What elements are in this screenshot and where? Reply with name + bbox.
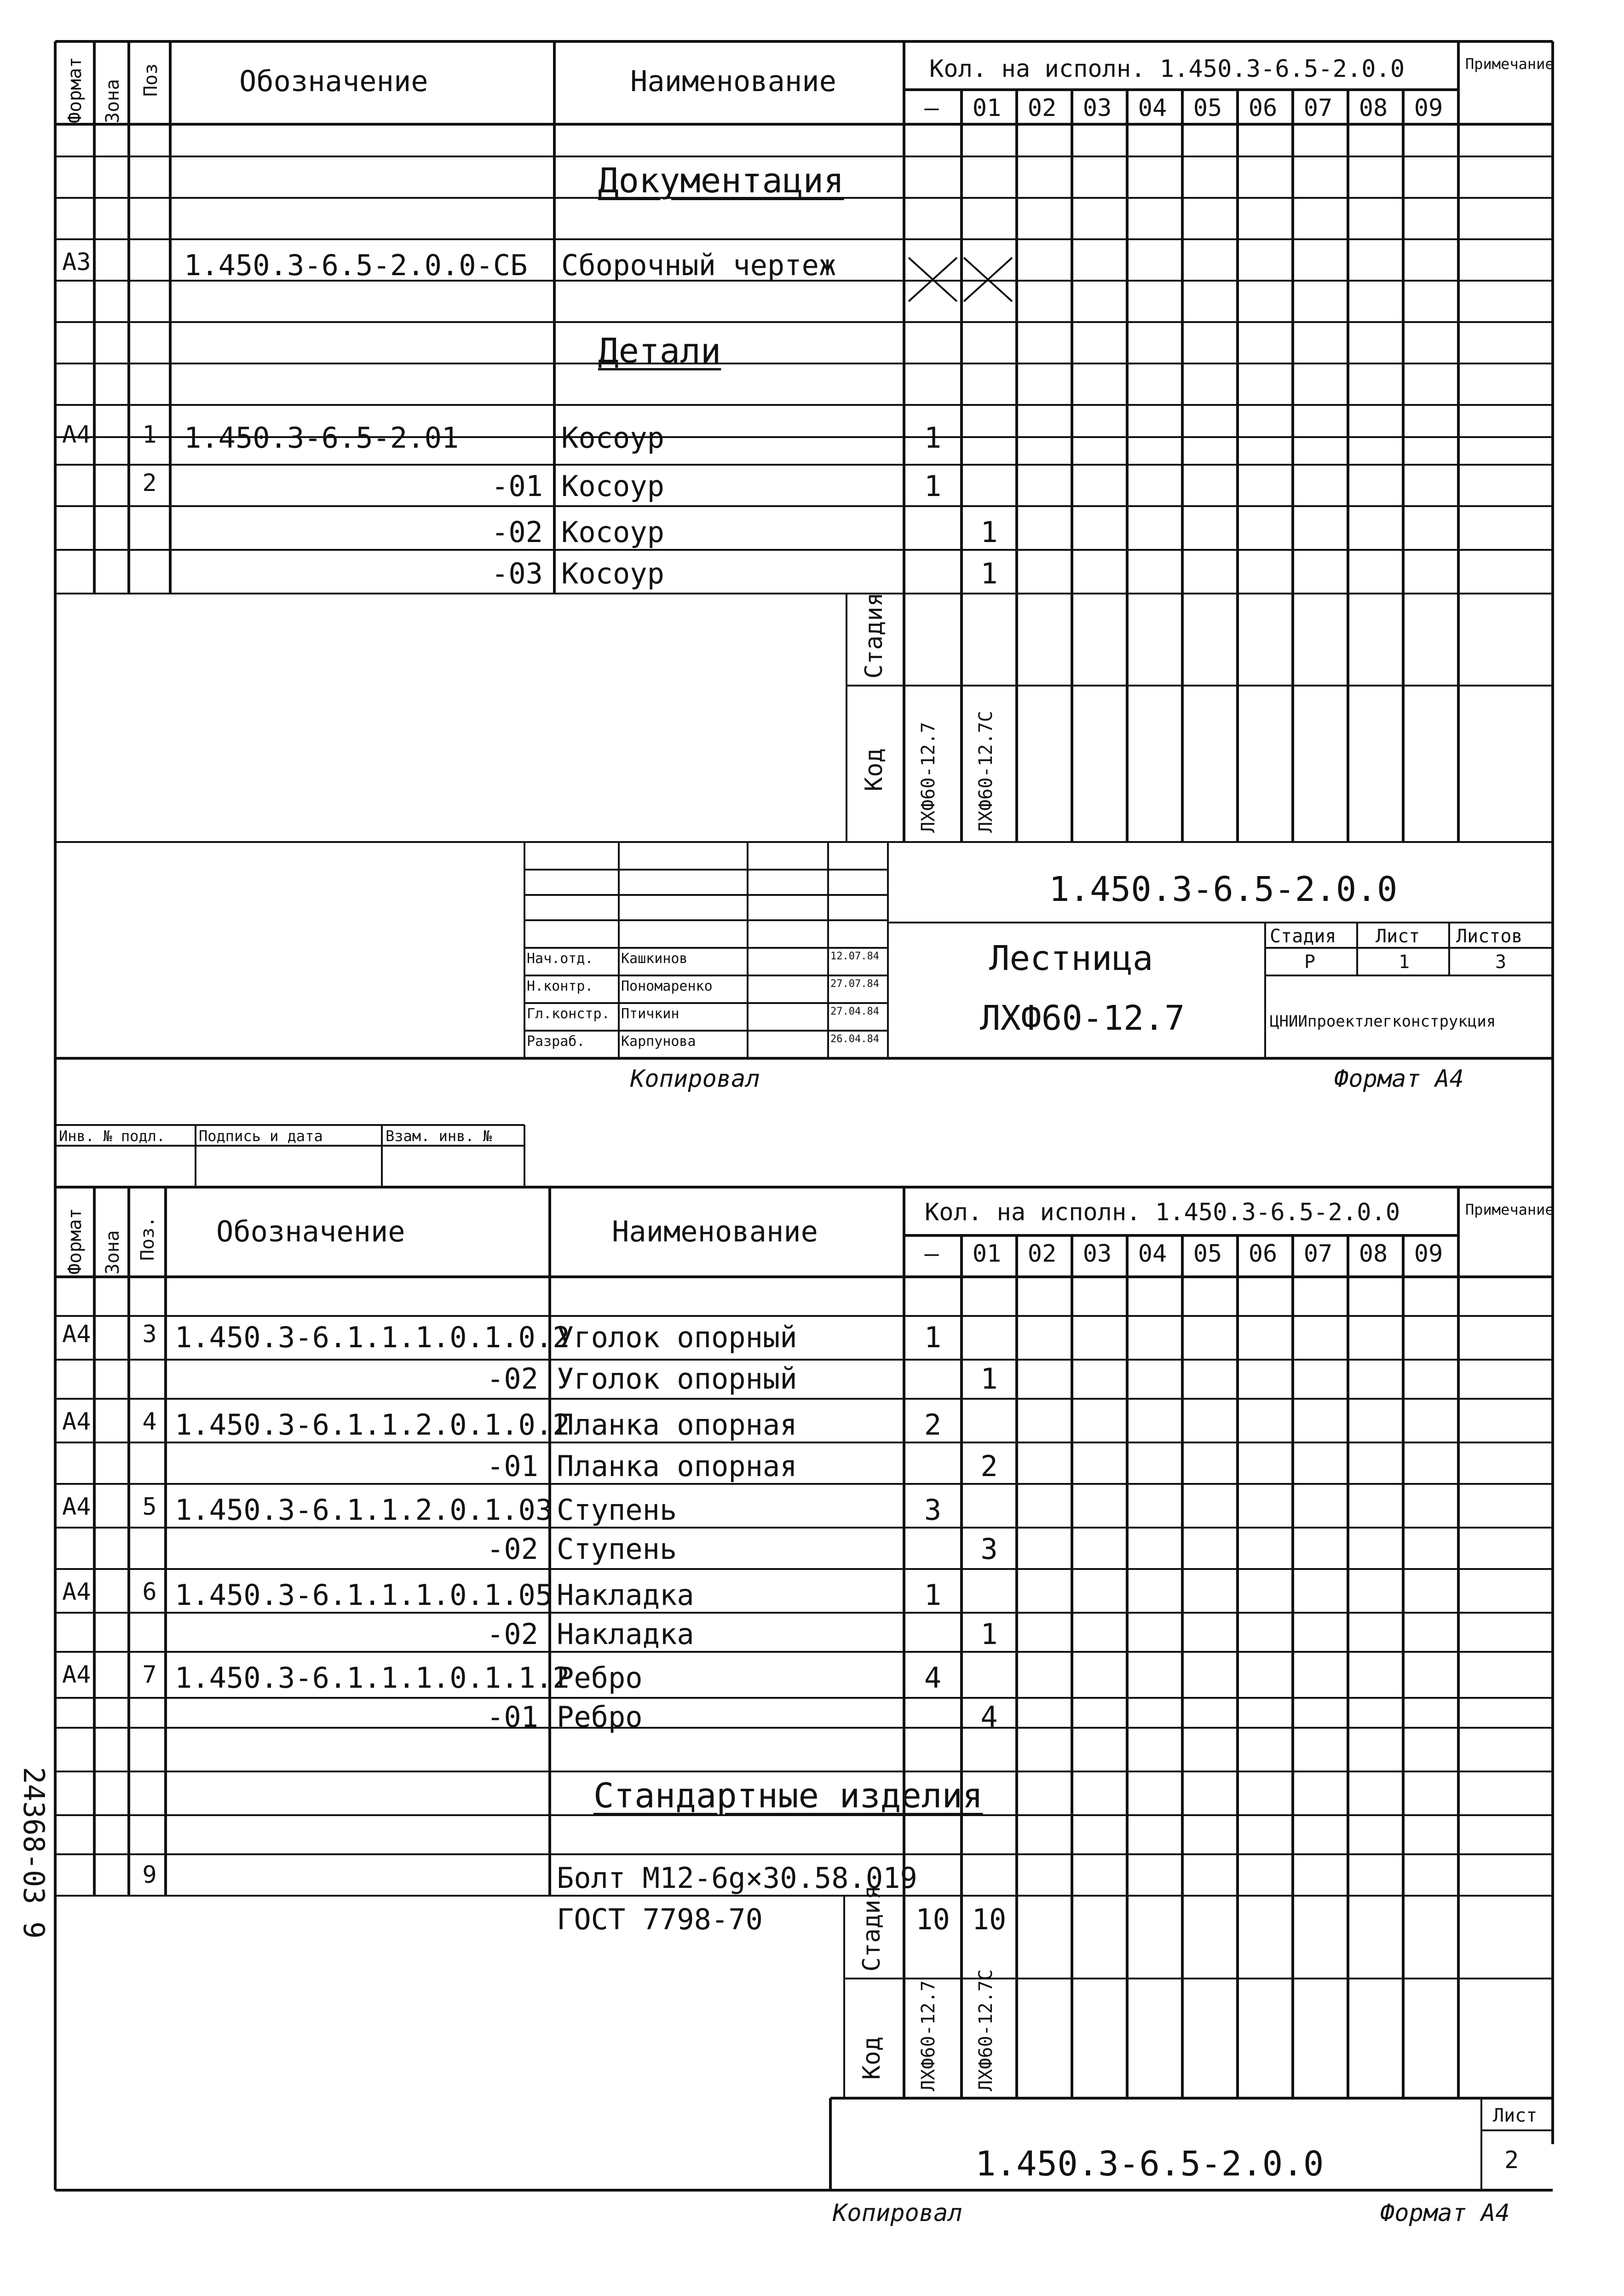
sheet2-header-designation: Обозначение [216,1215,405,1248]
signer-2-name: Птичкин [621,1006,680,1022]
row-3-name: Планка опорная [557,1449,797,1483]
signer-0-role: Нач.отд. [527,951,593,967]
sheet1-sheet-head: Лист [1376,926,1420,947]
variant-header-0: — [924,94,939,122]
row-11-name: Стандартные изделия [593,1776,983,1816]
variant-header-1: 01 [972,94,1002,122]
row-4-pos: 2 [142,469,157,497]
row-9-q1: 4 [980,1700,998,1734]
row-0-pos: 3 [142,1321,157,1348]
row-5-designation: -02 [487,1532,538,1566]
row-13-pos: 9 [142,1861,157,1889]
row-1-q1: 1 [980,1362,998,1396]
variant-header-5: 05 [1193,1240,1222,1268]
stamp-signature-date: Подпись и дата [199,1127,323,1145]
signer-0-date: 12.07.84 [830,951,879,962]
row-6-q1: 1 [980,557,998,590]
row-2-name: Планка опорная [557,1408,797,1442]
sheet2-header-zone: Зона [102,1230,123,1275]
row-9-designation: -01 [487,1700,538,1734]
row-6-designation: 1.450.3-6.1.1.1.0.1.05 [175,1578,553,1612]
sheet1-header-format: Формат [64,57,86,123]
sheet1-header-zone: Зона [102,79,123,123]
variant-header-2: 02 [1027,94,1057,122]
row-3-designation: 1.450.3-6.5-2.01 [184,421,459,455]
sheet2-header-qty-title: Кол. на исполн. 1.450.3-6.5-2.0.0 [925,1199,1400,1226]
sheet2-doc-number: 1.450.3-6.5-2.0.0 [975,2144,1324,2184]
sheet1-sheets-head: Листов [1456,926,1523,947]
signer-2-role: Гл.констр. [527,1006,610,1022]
signer-1-role: Н.контр. [527,978,593,994]
row-6-name: Косоур [561,557,664,590]
row-1-designation: -02 [487,1362,538,1396]
row-1-format: А3 [62,248,91,276]
row-2-designation: 1.450.3-6.1.1.2.0.1.0.2 [175,1408,570,1442]
sheet1-title-line1: Лестница [989,939,1153,978]
row-0-format: А4 [62,1321,91,1348]
row-7-q1: 1 [980,1617,998,1651]
variant-header-0: — [924,1240,939,1268]
row-8-designation: 1.450.3-6.1.1.1.0.1.1.2 [175,1661,570,1695]
stamp-replacement-inv: Взам. инв. № [386,1127,492,1145]
row-14-q1: 10 [972,1903,1007,1936]
row-5-name: Ступень [557,1532,677,1566]
row-3-q0: 1 [924,421,942,455]
signer-2-date: 27.04.84 [830,1006,879,1017]
row-8-q0: 4 [924,1661,942,1695]
variant-header-3: 03 [1083,1240,1112,1268]
row-1-name: Уголок опорный [557,1362,797,1396]
sheet1-stage-value: Р [1304,952,1316,973]
sheet1-doc-number: 1.450.3-6.5-2.0.0 [1049,870,1398,909]
sheet1-stage-label: Стадия [860,592,888,679]
sheet1-code-2: ЛХФ60-12.7С [975,711,996,833]
row-4-q0: 1 [924,469,942,503]
row-6-pos: 6 [142,1578,157,1606]
row-5-designation: -02 [491,515,543,549]
row-2-format: А4 [62,1408,91,1436]
row-5-name: Косоур [561,515,664,549]
row-1-name: Сборочный чертеж [561,248,836,282]
sheet2-header-format: Формат [64,1208,86,1275]
sheet2-format-label: Формат А4 [1380,2199,1510,2227]
sheet1-org: ЦНИИпроектлегконструкция [1270,1012,1496,1031]
signer-1-date: 27.07.84 [830,978,879,990]
variant-header-6: 06 [1248,1240,1278,1268]
row-8-name: Ребро [557,1661,643,1695]
sheet2-header-pos: Поз. [137,1216,158,1261]
variant-header-1: 01 [972,1240,1002,1268]
row-4-designation: -01 [491,469,543,503]
row-3-designation: -01 [487,1449,538,1483]
row-0-name: Уголок опорный [557,1321,797,1354]
signer-1-name: Пономаренко [621,978,713,994]
row-6-designation: -03 [491,557,543,590]
row-5-q1: 1 [980,515,998,549]
row-13-name: Болт М12-6g×30.58.019 [557,1861,917,1895]
variant-header-7: 07 [1303,1240,1333,1268]
signer-3-date: 26.04.84 [830,1033,879,1045]
row-8-pos: 7 [142,1661,157,1689]
sheet2-stage-label: Стадия [858,1885,886,1972]
row-2-name: Детали [598,331,721,371]
variant-header-6: 06 [1248,94,1278,122]
sheet1-header-qty-title: Кол. на исполн. 1.450.3-6.5-2.0.0 [929,55,1405,83]
row-14-q0: 10 [916,1903,950,1936]
sheet1-header-name: Наименование [630,64,836,98]
row-7-name: Накладка [557,1617,694,1651]
signer-3-role: Разраб. [527,1033,585,1050]
row-2-q0: 2 [924,1408,942,1442]
row-3-q1: 2 [980,1449,998,1483]
row-4-format: А4 [62,1493,91,1521]
sheet1-code-1: ЛХФ60-12.7 [918,722,939,833]
stamp-inv-no: Инв. № подл. [59,1127,166,1145]
row-4-name: Косоур [561,469,664,503]
variant-header-9: 09 [1414,1240,1443,1268]
variant-header-8: 08 [1359,94,1388,122]
margin-archive-number: 24368-03 9 [17,1767,51,1939]
variant-header-5: 05 [1193,94,1222,122]
row-2-pos: 4 [142,1408,157,1436]
sheet1-sheets-value: 3 [1495,952,1507,973]
row-8-format: А4 [62,1661,91,1689]
signer-3-name: Карпунова [621,1033,696,1050]
sheet1-code-label: Код [860,748,888,791]
sheet1-header-pos: Поз [140,63,161,97]
sheet2-sheet-head: Лист [1493,2105,1538,2126]
sheet2-code-label: Код [858,2036,886,2080]
row-6-q0: 1 [924,1578,942,1612]
sheet2-code-2: ЛХФ60-12.7С [975,1969,996,2091]
row-6-name: Накладка [557,1578,694,1612]
sheet2-header-note: Примечание [1465,1201,1554,1218]
sheet1-header-note: Примечание [1465,55,1554,73]
row-4-designation: 1.450.3-6.1.1.2.0.1.03 [175,1493,553,1527]
row-0-designation: 1.450.3-6.1.1.1.0.1.0.2 [175,1321,570,1354]
variant-header-4: 04 [1138,1240,1167,1268]
row-9-name: Ребро [557,1700,643,1734]
variant-header-4: 04 [1138,94,1167,122]
sheet2-code-1: ЛХФ60-12.7 [918,1980,939,2091]
variant-header-2: 02 [1027,1240,1057,1268]
sheet1-header-designation: Обозначение [239,64,428,98]
variant-header-3: 03 [1083,94,1112,122]
sheet2-sheet-value: 2 [1504,2146,1519,2174]
row-3-name: Косоур [561,421,664,455]
sheet1-stage-head: Стадия [1270,926,1336,947]
signer-0-name: Кашкинов [621,951,688,967]
row-5-q1: 3 [980,1532,998,1566]
row-3-pos: 1 [142,421,157,449]
sheet1-sheet-value: 1 [1399,952,1410,973]
variant-header-7: 07 [1303,94,1333,122]
row-0-q0: 1 [924,1321,942,1354]
row-7-designation: -02 [487,1617,538,1651]
row-4-name: Ступень [557,1493,677,1527]
row-4-pos: 5 [142,1493,157,1521]
sheet1-copied: Копировал [630,1065,760,1093]
sheet1-format-label: Формат А4 [1334,1065,1464,1093]
row-6-format: А4 [62,1578,91,1606]
row-4-q0: 3 [924,1493,942,1527]
sheet1-title-line2: ЛХФ60-12.7 [980,998,1185,1038]
variant-header-8: 08 [1359,1240,1388,1268]
row-1-designation: 1.450.3-6.5-2.0.0-СБ [184,248,528,282]
row-14-name: ГОСТ 7798-70 [557,1903,763,1936]
sheet2-copied: Копировал [833,2199,962,2227]
sheet2-header-name: Наименование [612,1215,818,1248]
variant-header-9: 09 [1414,94,1443,122]
row-0-name: Документация [598,161,844,201]
row-3-format: А4 [62,421,91,449]
